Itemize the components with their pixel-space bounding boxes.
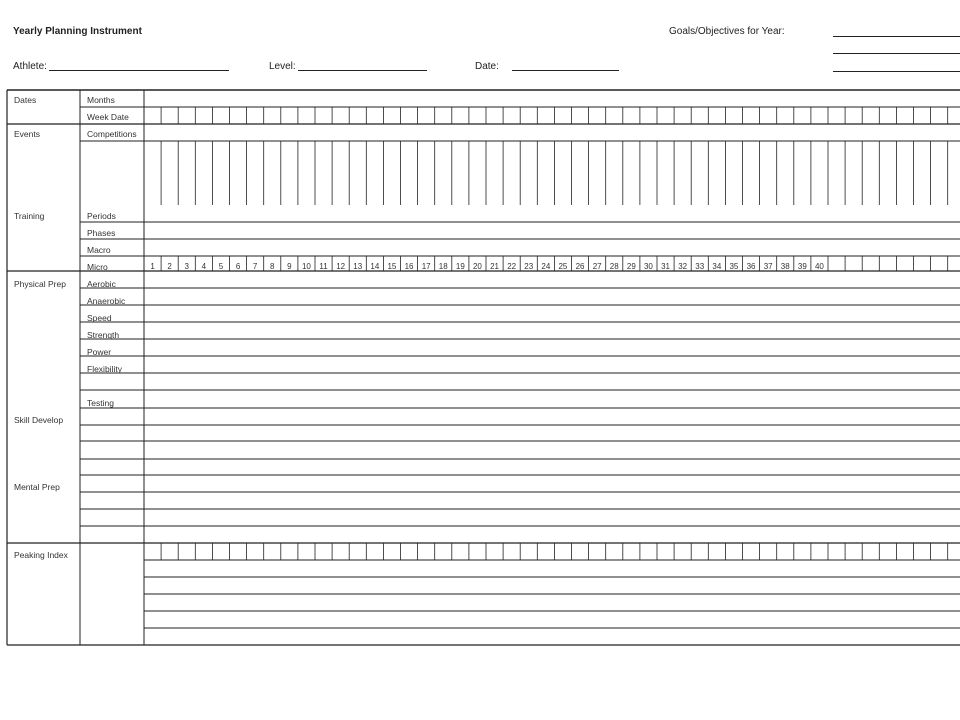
micro-number: 16 — [404, 262, 414, 271]
micro-number: 3 — [184, 262, 189, 271]
micro-number: 32 — [678, 262, 688, 271]
row-periods: Periods — [87, 211, 116, 221]
micro-number: 31 — [661, 262, 671, 271]
row-anaerobic: Anaerobic — [87, 296, 126, 306]
micro-number: 20 — [472, 262, 482, 271]
micro-number: 22 — [507, 262, 517, 271]
micro-number: 13 — [353, 262, 363, 271]
section-events: Events — [14, 129, 40, 139]
section-dates: Dates — [14, 95, 37, 105]
micro-number: 36 — [746, 262, 756, 271]
micro-number: 35 — [729, 262, 739, 271]
micro-number: 21 — [490, 262, 500, 271]
micro-number: 9 — [287, 262, 292, 271]
row-aerobic: Aerobic — [87, 279, 116, 289]
section-peaking-index: Peaking Index — [14, 550, 68, 560]
micro-number: 27 — [592, 262, 602, 271]
micro-number: 24 — [541, 262, 551, 271]
micro-number: 23 — [524, 262, 534, 271]
micro-number: 2 — [167, 262, 172, 271]
row-competitions: Competitions — [87, 129, 137, 139]
micro-number: 7 — [252, 262, 258, 271]
micro-number: 29 — [626, 262, 636, 271]
row-speed: Speed — [87, 313, 112, 323]
row-strength: Strength — [87, 330, 120, 340]
row-phases: Phases — [87, 228, 116, 238]
goals-label: Goals/Objectives for Year: — [669, 26, 785, 37]
micro-number: 39 — [797, 262, 807, 271]
section-physical-prep: Physical Prep — [14, 279, 66, 289]
section-training: Training — [14, 211, 45, 221]
micro-number: 12 — [336, 262, 346, 271]
micro-number: 38 — [780, 262, 790, 271]
row-micro: Micro — [87, 262, 108, 272]
section-mental-prep: Mental Prep — [14, 482, 60, 492]
micro-number: 33 — [695, 262, 705, 271]
micro-number: 30 — [643, 262, 653, 271]
row-months: Months — [87, 95, 115, 105]
date-label: Date: — [475, 61, 499, 72]
micro-number: 34 — [712, 262, 722, 271]
micro-number: 26 — [575, 262, 585, 271]
micro-number: 8 — [270, 262, 275, 271]
micro-number: 40 — [814, 262, 824, 271]
row-macro: Macro — [87, 245, 111, 255]
athlete-label: Athlete: — [13, 61, 47, 72]
micro-number: 14 — [370, 262, 380, 271]
row-power: Power — [87, 347, 112, 357]
micro-number: 17 — [421, 262, 431, 271]
row-testing: Testing — [87, 398, 114, 408]
micro-number: 5 — [218, 262, 224, 271]
micro-number: 10 — [301, 262, 311, 271]
micro-number: 25 — [558, 262, 568, 271]
micro-number: 11 — [319, 262, 328, 271]
micro-number: 15 — [387, 262, 397, 271]
row-week-date: Week Date — [87, 112, 129, 122]
micro-number: 28 — [609, 262, 619, 271]
section-skill-develop: Skill Develop — [14, 415, 64, 425]
form-title: Yearly Planning Instrument — [13, 26, 142, 37]
row-flexibility: Flexibility — [87, 364, 122, 374]
level-label: Level: — [269, 61, 296, 72]
micro-number: 37 — [763, 262, 773, 271]
micro-number: 6 — [235, 262, 241, 271]
micro-number: 4 — [201, 262, 207, 271]
micro-number: 1 — [150, 262, 155, 271]
micro-number: 19 — [455, 262, 465, 271]
micro-number: 18 — [438, 262, 448, 271]
